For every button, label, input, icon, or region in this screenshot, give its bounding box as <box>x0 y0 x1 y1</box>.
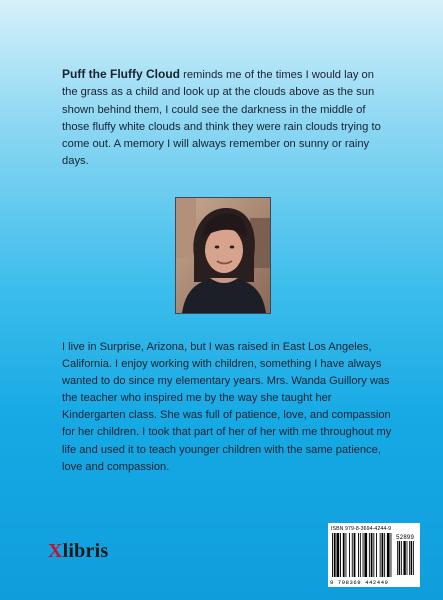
blurb-text: reminds me of the times I would lay on the grass as a child and look up at the clouds above as the sun shown behind them, I could see the darkness in the middle of those fluffy white clouds and think they were rain clouds trying to come out. A memory I will always remember on sunny or rainy days. <box>62 69 381 168</box>
book-title: Puff the Fluffy Cloud <box>62 67 180 81</box>
logo-x-letter: X <box>48 540 63 562</box>
author-photo <box>175 197 271 314</box>
xlibris-logo <box>48 540 108 563</box>
isbn-barcode <box>328 523 420 587</box>
isbn-label: ISBN 979-8-3694-4244-9 <box>331 526 392 532</box>
price-code: 52899 <box>396 534 415 541</box>
book-blurb <box>62 66 392 171</box>
logo-wordmark: libris <box>62 540 109 562</box>
barcode-number: 9 798369 442449 <box>330 579 389 586</box>
author-bio: I live in Surprise, Arizona, but I was raised in East Los Angeles, California. I enjoy working with children, something I have always wanted to do since my elementary years. Mrs. Wanda Guillory was the teacher who inspired me by the way she taught her Kindergarten class. She was full of patience, love, and compassion for her children. I took that part of her of her with me throughout my life and used it to teach younger children with the same patience, love and compassion. <box>62 341 392 473</box>
author-portrait-image <box>176 198 270 313</box>
barcode-bars <box>331 533 417 579</box>
